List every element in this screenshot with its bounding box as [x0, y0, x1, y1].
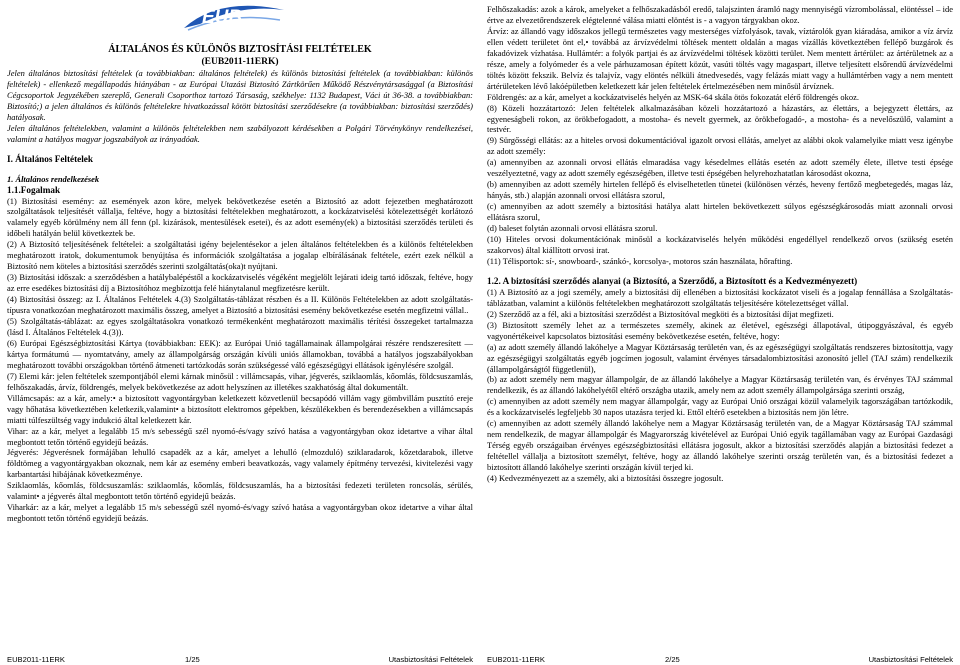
definition-item: (10) Hiteles orvosi dokumentációnak minősül a kockázatviselés helyén működési engedéllyel rendelkező orvos (szükség esetén szakorvos) által kiállított orvosi irat.: [487, 234, 953, 255]
footer-title: Utasbiztosítási Feltételek: [868, 655, 953, 664]
definition-item: Földrengés: az a kár, amelyet a kockázatviselés helyén az MSK-64 skála ötös fokozatát elérő földrengés okoz.: [487, 91, 859, 102]
definition-item: (d) baleset folytán azonnali orvosi ellátásra szorul.: [487, 223, 658, 234]
party-item: (a) az adott személy állandó lakóhelye a Magyar Köztársaság területén van, és az egészségügyi szolgáltatás rendszeres biztosítottja, vagy az egészségügyi szolgáltatás egyéb jogcímen jogosult, valamint érvényes társadalombiztosítási azonosító jellel (TAJ szám) rendelkezik (állampolgárságtól függetlenül),: [487, 341, 953, 374]
definition-item: (7) Elemi kár: jelen feltételek szempontjából elemi kárnak minősül : villámcsapás, vihar, jégverés, sziklaomlás, kőomlás, földcsuszamlás, felhőszakadás, árvíz, földrengés, melyek bekövetkezése az adott helyszínen az illetékes szakhatóság által dokumentált.: [7, 370, 473, 392]
definition-item: (3) Biztosítási időszak: a szerződésben a hatálybalépéstől a kockázatviselés végéként megjelölt lejárati ideig tartó időszak, feltéve, hogy az erre esedékes biztosítási díj a Biztosítóhoz megbízottja felé hiánytalanul megfizetésre került.: [7, 272, 473, 294]
intro-paragraph: Jelen általános biztosítási feltételek (a továbbiakban: általános feltételek) és különös biztosítási feltételek (a továbbiakban: különös feltételek) - ellenkező megállapodás hiányában - az Európai Utazási Biztosító Zártkörűen Működő Részvénytársasággal (a Biztosítási Cégcsoportok Jegyzékében szereplő, Generali Csoporthoz tartozó Társaság, székhelye: 1132 Budapest, Váci út 36-38. a továbbiakban: Biztosító;) a jelen általános és különös feltételekre hivatkozással kötött biztosítási szerződésekre (a továbbiakban: biztosítási szerződés) hatályosak.: [7, 68, 473, 122]
page-1-column: [7, 44, 473, 524]
section-heading: 1.2. A biztosítási szerződés alanyai (a Biztosító, a Szerződő, a Biztosított és a Kedvezményezett): [487, 275, 858, 286]
definition-item: Árvíz: az állandó vagy időszakos jellegű természetes vagy mesterséges vízfolyások, tavak, víztárolók gyan kiáradása, amikor a víz árvíz ellen védett területet önt el,• továbbá az árvízvédelmi töltések mentett oldalán a magas vízállás következtében fellépő buzgárok és fakadóvizek vízhatása. Hullámtér: a folyók partjai és az árvízvédelmi töltések közötti terület. Nem mentett ártérület: az ártérületnek az a része, amely a folyómeder és a vele párhuzamosan épített közút, vasúti töltés vagy magaspart, illetve teljesített elsőrendű árvízvédelmi töltés között fekszik. Belvíz és talajvíz, vagy elöntés nélküli átnedvesedés, vagy felázás miatt vagy a hullámtérben vagy a nem mentett ártérületeken lévő lakóépületben keletkezett kár jelen feltételek értelmezésében nem minősül árvíznek.: [487, 25, 953, 91]
party-item: (1) A Biztosító az a jogi személy, amely a biztosítási díj ellenében a biztosítási kockázatot viseli és a jogalap fennállása a Szolgáltatás-táblázatban, valamint a különös feltételekben meghatározott szolgáltatás teljesítésére kötelezettséget vállal.: [487, 286, 953, 308]
definitions-heading: 1.1.Fogalmak: [7, 184, 61, 195]
footer-title: Utasbiztosítási Feltételek: [388, 655, 473, 664]
party-item: (b) az adott személy nem magyar állampolgár, de az állandó lakóhelye a Magyar Köztársaság területén van, és érvényes TAJ számmal rendelkezik, és az állandó lakóhelyétől eltérő országba utazik, amely nem az adott személy állampolgársága szerinti ország,: [487, 374, 953, 396]
party-item: (c) amennyiben az adott személy nem magyar állampolgár, vagy az Európai Unió országai közül valamelyik tagországában tartózkodik, és a kockázatviselés legfeljebb 30 napos utazásra terjed ki. Ettől eltérő esetekben a biztosítás nem jön létre.: [487, 396, 953, 418]
definition-item: (2) A Biztosító teljesítésének feltételei: a szolgáltatási igény bejelentésekor a jelen általános feltételekben és a különös feltételekben meghatározott iratok, dokumentumok benyújtása és információk szolgáltatása a jogalap elbírálásának feltétele, ezért ezek nélkül a Biztosító nem köteles a biztosítási szerződés szerinti szolgáltatás(oka)t nyújtani.: [7, 239, 473, 272]
definition-item: (b) amennyiben az adott személy hirtelen fellépő és elviselhetetlen tünetei (különösen vérzés, heveny fertőző megbetegedés, magas láz, hányás, stb.) alapján azonnali orvosi ellátásra szorul,: [487, 179, 953, 201]
party-item: (2) Szerződő az a fél, aki a biztosítási szerződést a Biztosítóval megköti és a biztosítási díjat megfizeti.: [487, 308, 834, 319]
page-2: [480, 0, 960, 665]
definition-item: (11) Télisportok: sí-, snowboard-, szánkó-, korcsolya-, motoros szán használata, hőrafting.: [487, 255, 793, 266]
definition-item: (8) Közeli hozzátartozó: Jelen feltételek alkalmazásában közeli hozzátartozó a házastárs, az élettárs, a bejegyzett élettárs, az egyeneságbeli rokon, az örökbefogadott, a mostoha- és nevelt gyermek, az örökbefogadó-, a mostoha- és a nevelőszülő, valamint a testvér.: [487, 102, 953, 135]
eub-logo: [180, 2, 288, 32]
party-item: (3) Biztosított személy lehet az a természetes személy, akinek az életével, egészségi állapotával, útipoggyászával, és egyéb vagyonértékeivel kapcsolatos biztosítási esemény bekövetkezése esetén, feltéve, hogy:: [487, 319, 953, 341]
logo-text: EUB: [202, 7, 243, 28]
definition-item: (1) Biztosítási esemény: az események azon köre, melyek bekövetkezése esetén a Biztosító az adott fejezetben meghatározott szolgáltatások teljesítését vállalja, feltéve, hogy a biztosítási feltételekben meghatározott, a kockázatviselési kötelezettségét korlátozó valamely egyéb körülmény nem áll fenn (pl. kizárások, mentesülések esetei), és az adott esemény(ek) a biztosítási szerződés területi és időbeli hatályán belül következtek be.: [7, 195, 473, 239]
footer-code: EUB2011-11ERK: [487, 655, 545, 664]
document-code: (EUB2011-11ERK): [201, 57, 279, 67]
definition-item: (4) Biztosítási összeg: az I. Általános Feltételek 4.(3) Szolgáltatás-táblázat részben és a II. Különös Feltételekben az adott szolgáltatás-típusra vonatkozóan meghatározott maximális összeg, amelyet a Biztosító a biztosítási esemény bekövetkezése esetén megfizetni vállal..: [7, 294, 473, 316]
definition-item: (a) amennyiben az azonnali orvosi ellátás elmaradása vagy késedelmes ellátás esetén az adott személy élete, illetve testi épsége veszélyeztetné, vagy az adott személy egészségében, illetve testi épségében helyrehozhatatlan károsodást okozna,: [487, 157, 953, 179]
definition-item: (5) Szolgáltatás-táblázat: az egyes szolgáltatásokra vonatkozó termékenként meghatározott maximális térítési összegeket tartalmazza (lásd I. Általános Feltételek 4.(3)).: [7, 316, 473, 337]
definition-item: Vihar: az a kár, melyet a legalább 15 m/s sebességű szél nyomó-és/vagy szívó hatása a vagyontárgyban okoz idetartve a vihar által megbontott tetőn történő egyidejű beázás.: [7, 425, 473, 447]
footer-page-number: 1/25: [185, 655, 200, 664]
definition-item: (9) Sürgősségi ellátás: az a hiteles orvosi dokumentációval igazolt orvosi ellátás, amelyet az alábbi okok valamelyike miatt vesz igénybe az adott személy:: [487, 135, 953, 157]
footer-code: EUB2011-11ERK: [7, 655, 65, 664]
definition-item: Viharkár: az a kár, melyet a legalább 15 m/s sebességű szél nyomó-és/vagy szívó hatása a vagyontárgyban okoz idetartve a vihar által megbontott tetőn történő egyidejű beázás.: [7, 502, 473, 524]
intro-paragraph: Jelen általános feltételekben, valamint a különös feltételekben nem szabályozott kérdésekben a Polgári Törvénykönyv rendelkezései, valamint a hatályos magyar jogszabályok az irányadóak.: [7, 122, 473, 144]
definition-item: (c) amennyiben az adott személy a biztosítási hatálya alatt hirtelen bekövetkezett súlyos egészségkárosodás miatt azonnali orvosi ellátásra szorul,: [487, 201, 953, 223]
definition-item: Jégverés: Jégverésnek formájában lehulló csapadék az a kár, amelyet a lehulló (elmozduló) sziklaradarok, kőzetdarabok, illetve földtömeg a vagyontárgyakban okoznak, nem kár az esemény emberi beavatkozás, vagy valamely építmény tervezési, kivitelezési vagy karbantartási hibájának következménye.: [7, 447, 473, 480]
subsection-heading: 1. Általános rendelkezések: [7, 173, 100, 184]
section-heading: I. Általános Feltételek: [7, 153, 93, 164]
footer-page-number: 2/25: [665, 655, 680, 664]
page-2-column: [487, 4, 953, 484]
definition-item: Villámcsapás: az a kár, amely:• a biztosított vagyontárgyban keletkezett közvetlenül becsapódó villám vagy gömbvillám pusztító ereje vagy hőhatása következtében keletkezik,valamint• a biztosított elektromos gépekben, készülékekben és berendezésekben a villámcsapás miatti túlfeszültség vagy indukció által keletkezett kár.: [7, 392, 473, 425]
definition-item: Sziklaomlás, kőomlás, földcsuszamlás: sziklaomlás, kőomlás, földcsuszamlás, ha a biztosítási fedezeti területen roncsolás, sérülés, valamint• a jégverés által megbontott tetőn történő egyidejű beázás.: [7, 480, 473, 502]
party-item: (c) amennyiben az adott személy állandó lakóhelye nem a Magyar Köztársaság területén van, de a Magyar Köztársaság TAJ számmal nem rendelkezik, de magyar állampolgár és Magyarország kivételével az Európai Unió egyik tagállamában vagy az Európai Gazdasági Térség egyéb országaiban érvényes egészségbiztosítási ellátásra jogosult, akkor a biztosítási szerződés alapján a biztosítási fedezet a feltétellel vállalja a biztosított személyt, feltéve, hogy az állandó lakóhelye szerinti ország területén van, és a biztosítási fedezet a biztosított állandó lakóhelye szerinti országán kívül terjed ki.: [487, 418, 953, 473]
definition-item: (6) Európai Egészségbiztosítási Kártya (továbbiakban: EEK): az Európai Unió tagállamainak állampolgárai részére rendszeresített — kártya formátumú — nyomtatvány, amely az állampolgárság országán kívüli uniós államokban, továbbá a hatályos jogszabályokban meghatározott további országokban történő átmeneti tartózkodás során szükségessé váló egészségügyi ellátások igénylésére szolgál.: [7, 337, 473, 370]
definition-item: Felhőszakadás: azok a károk, amelyeket a felhőszakadásból eredő, talajszinten áramló nagy mennyiségű vízrombolással, elöntéssel – ide értve az elvezetőrendszerek elégtelenné válása miatti elöntést is - a vagyon tárgyakban okoz.: [487, 4, 953, 25]
party-item: (4) Kedvezményezett az a személy, aki a biztosítási összegre jogosult.: [487, 473, 724, 484]
document-title: ÁLTALÁNOS ÉS KÜLÖNÖS BIZTOSÍTÁSI FELTÉTELEK: [108, 44, 372, 55]
